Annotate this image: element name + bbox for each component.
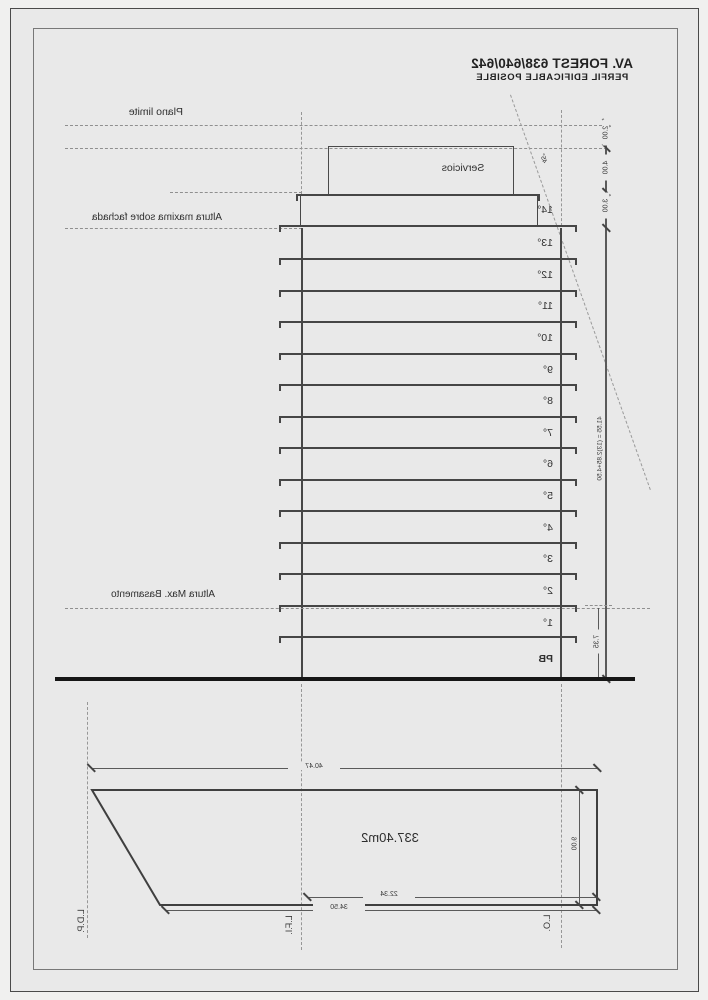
altura-fachada-line <box>65 228 302 229</box>
floor-slab <box>279 258 577 265</box>
drawing-subtitle: PERFIL EDIFICABLE POSIBLE <box>475 72 629 83</box>
floor-slab <box>279 573 577 580</box>
axis-label-ldp: L.D.P. <box>76 909 86 933</box>
floor-label-8: 8° <box>542 395 553 407</box>
floor-label-4: 4° <box>542 522 553 534</box>
plano-limite-line-1 <box>65 125 607 126</box>
floor-label-1: 1° <box>542 617 553 629</box>
floor-slab <box>279 225 577 232</box>
floor-label-11: 11° <box>537 300 553 312</box>
dim-chain-mid: 4.00 <box>603 155 610 181</box>
plano-limite-label: Plano limite <box>128 106 183 118</box>
axis-label-lfi: L.F.I. <box>284 915 294 935</box>
rear-axis-upper <box>301 112 302 194</box>
altura-basamento-label: Altura Max. Basamento <box>111 589 215 600</box>
floor-slab <box>279 447 577 454</box>
services-level-dashed <box>170 192 302 193</box>
site-depth: 9.00 <box>572 831 579 857</box>
site-front-dim-line <box>92 768 598 769</box>
drawing-title: AV. FOREST 638/640/642 <box>471 56 633 71</box>
dim-chain-low: 3.00 <box>603 193 610 219</box>
axis-label-lo: L.O. <box>542 914 552 932</box>
floor-label-3: 3° <box>542 553 553 565</box>
floor-14-box <box>300 196 538 225</box>
floor-slab <box>279 542 577 549</box>
floor-label-2: 2° <box>542 585 553 597</box>
floor-label-14: 14° <box>537 204 553 216</box>
site-outer-dim-line <box>166 910 597 911</box>
altura-basamento-line <box>65 608 650 609</box>
site-front-width: 40.47 <box>288 763 340 770</box>
floor-label-6: 6° <box>542 458 553 470</box>
ground-line <box>55 677 635 681</box>
floor-label-13: 13° <box>537 237 553 249</box>
servicios-label: Servicios <box>441 162 485 174</box>
floor-slab <box>279 416 577 423</box>
dim-chain-top: 2.00 <box>603 120 610 146</box>
floor-label-pb: PB <box>538 653 553 665</box>
site-area-label: 337.40m2 <box>361 830 419 845</box>
floor-label-10: 10° <box>537 332 553 344</box>
floor-slab <box>279 353 577 360</box>
floor-label-7: 7° <box>542 427 553 439</box>
floor-slab <box>279 510 577 517</box>
height-formula: 41.55 = (13)2.85+4.50 <box>597 398 604 500</box>
basamento-height: 7.35 <box>594 630 601 654</box>
floor-slab <box>279 321 577 328</box>
floor-slab <box>279 636 577 643</box>
title-block <box>449 56 655 83</box>
site-outer-width: 34.50 <box>313 904 365 911</box>
floor-slab <box>279 384 577 391</box>
floor-label-5: 5° <box>542 490 553 502</box>
limit-plane-angle-label: 45° <box>538 152 549 165</box>
floor-slab <box>279 290 577 297</box>
site-depth-dim-line <box>579 790 580 905</box>
site-inner-dim-line <box>308 897 597 898</box>
site-inner-width: 22.34 <box>363 891 415 898</box>
floor-label-12: 12° <box>537 269 553 281</box>
altura-fachada-label: Altura maxima sobre fachada <box>91 212 222 223</box>
floor-slab <box>279 479 577 486</box>
floor-label-9: 9° <box>542 364 553 376</box>
street-axis-upper <box>561 110 562 226</box>
basamento-dim-connector <box>585 605 612 606</box>
